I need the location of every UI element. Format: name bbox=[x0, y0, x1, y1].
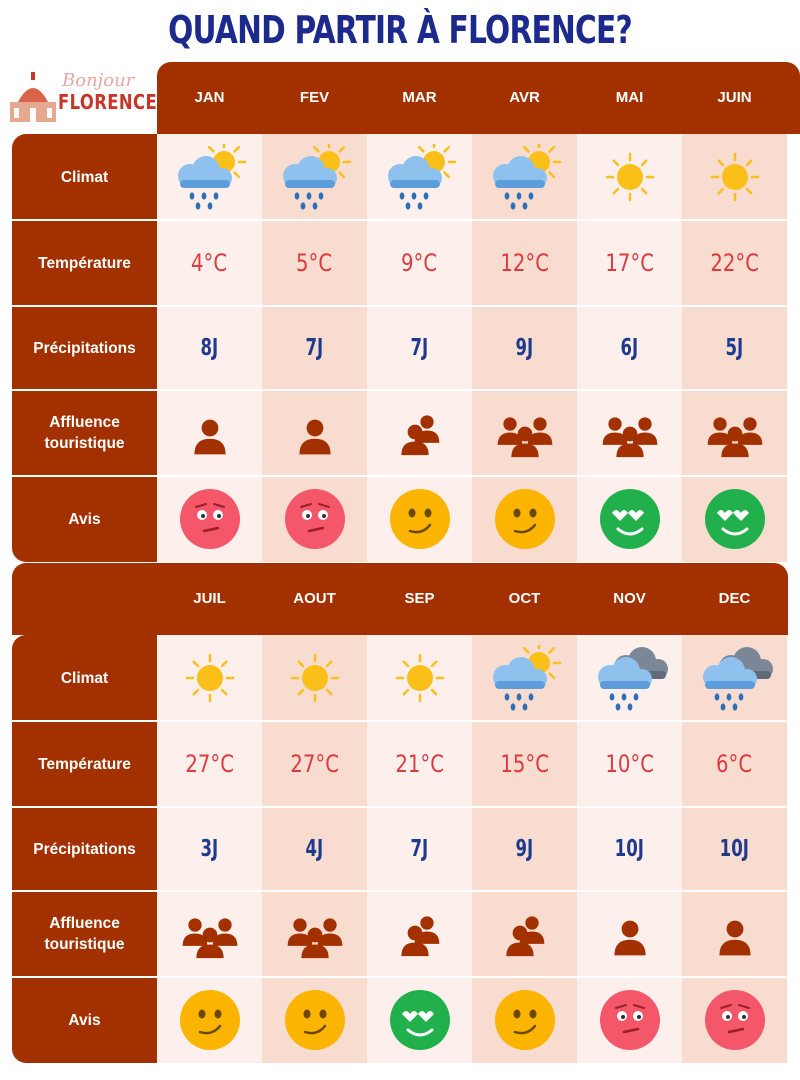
temperature-value: 12°C bbox=[500, 249, 549, 277]
month-label: MAR bbox=[402, 89, 437, 106]
cell-precipitation bbox=[472, 306, 577, 390]
crowd-label-line2: touristique bbox=[44, 936, 125, 953]
sun-icon bbox=[385, 648, 455, 708]
cell-climate bbox=[262, 635, 367, 721]
cell-review bbox=[367, 977, 472, 1063]
cell-temperature bbox=[682, 220, 787, 306]
precipitation-days: 7J bbox=[410, 836, 429, 862]
cell-climate bbox=[472, 635, 577, 721]
cell-precipitation bbox=[262, 306, 367, 390]
cell-crowd bbox=[577, 390, 682, 476]
month-label: JUIL bbox=[193, 590, 226, 607]
temperature-value: 15°C bbox=[500, 750, 549, 778]
row-label-crowd bbox=[12, 390, 157, 476]
cell-temperature bbox=[472, 220, 577, 306]
cell-review bbox=[472, 977, 577, 1063]
crowd-label bbox=[44, 913, 124, 955]
month-column bbox=[682, 134, 787, 562]
cell-temperature bbox=[262, 721, 367, 807]
cell-precipitation bbox=[577, 807, 682, 891]
rain-sun-icon bbox=[275, 144, 355, 210]
precipitation-days: 9J bbox=[515, 335, 534, 361]
cell-crowd bbox=[262, 390, 367, 476]
precipitation-days: 4J bbox=[305, 836, 324, 862]
cell-crowd bbox=[682, 891, 787, 977]
cell-temperature bbox=[262, 220, 367, 306]
month-label: OCT bbox=[508, 590, 541, 607]
cell-temperature bbox=[157, 721, 262, 807]
table-first-half bbox=[12, 62, 788, 562]
sad-face-icon bbox=[283, 487, 347, 551]
rain-cloud-icon bbox=[695, 645, 775, 711]
temperature-value: 4°C bbox=[191, 249, 228, 277]
precipitation-days: 7J bbox=[305, 335, 324, 361]
cell-crowd bbox=[262, 891, 367, 977]
month-label: DEC bbox=[718, 590, 751, 607]
row-labels bbox=[12, 134, 157, 562]
month-column bbox=[157, 134, 262, 562]
cell-precipitation bbox=[262, 807, 367, 891]
row-label-precipitation bbox=[12, 807, 157, 891]
cell-review bbox=[577, 977, 682, 1063]
month-column bbox=[367, 635, 472, 1063]
cell-crowd bbox=[157, 390, 262, 476]
cell-review bbox=[367, 476, 472, 562]
temperature-value: 6°C bbox=[716, 750, 753, 778]
neutral-face-icon bbox=[178, 988, 242, 1052]
month-column bbox=[577, 635, 682, 1063]
person-icon bbox=[280, 406, 350, 460]
temperature-value: 5°C bbox=[296, 249, 333, 277]
cell-crowd bbox=[472, 891, 577, 977]
cell-precipitation bbox=[577, 306, 682, 390]
precipitation-days: 6J bbox=[620, 335, 639, 361]
month-label: AOUT bbox=[293, 590, 336, 607]
row-label-temperature bbox=[12, 721, 157, 807]
two-people-icon bbox=[490, 907, 560, 961]
precipitation-days: 3J bbox=[200, 836, 219, 862]
cell-review bbox=[157, 977, 262, 1063]
page-title: QUAND PARTIR À FLORENCE? bbox=[168, 8, 632, 52]
row-label-review bbox=[12, 476, 157, 562]
row-label-review bbox=[12, 977, 157, 1063]
row-label-precipitation bbox=[12, 306, 157, 390]
month-column bbox=[577, 134, 682, 562]
temperature-value: 17°C bbox=[605, 249, 654, 277]
logo-word: FLORENCE bbox=[58, 90, 158, 114]
group-icon bbox=[700, 406, 770, 460]
group-icon bbox=[175, 907, 245, 961]
temperature-value: 10°C bbox=[605, 750, 654, 778]
cell-temperature bbox=[577, 721, 682, 807]
cell-crowd bbox=[577, 891, 682, 977]
cell-review bbox=[262, 476, 367, 562]
cell-crowd bbox=[367, 390, 472, 476]
rain-sun-icon bbox=[380, 144, 460, 210]
precipitation-days: 9J bbox=[515, 836, 534, 862]
cell-climate bbox=[577, 635, 682, 721]
neutral-face-icon bbox=[493, 487, 557, 551]
cell-precipitation bbox=[367, 306, 472, 390]
cell-climate bbox=[682, 635, 787, 721]
temperature-value: 21°C bbox=[395, 750, 444, 778]
logo-script: Bonjour bbox=[62, 70, 135, 91]
temperature-value: 9°C bbox=[401, 249, 438, 277]
cell-precipitation bbox=[682, 306, 787, 390]
person-icon bbox=[700, 907, 770, 961]
row-label-review-text: Avis bbox=[68, 1011, 101, 1029]
cell-crowd bbox=[157, 891, 262, 977]
cell-temperature bbox=[367, 721, 472, 807]
month-column bbox=[472, 635, 577, 1063]
row-label-temperature-text: Température bbox=[38, 755, 131, 773]
table-second-half bbox=[12, 563, 788, 1063]
cell-crowd bbox=[472, 390, 577, 476]
cell-precipitation bbox=[682, 807, 787, 891]
month-column bbox=[262, 635, 367, 1063]
rain-sun-icon bbox=[485, 645, 565, 711]
cell-temperature bbox=[577, 220, 682, 306]
precipitation-days: 8J bbox=[200, 335, 219, 361]
month-column bbox=[262, 134, 367, 562]
month-column bbox=[367, 134, 472, 562]
cell-climate bbox=[262, 134, 367, 220]
sun-icon bbox=[175, 648, 245, 708]
two-people-icon bbox=[385, 907, 455, 961]
rain-sun-icon bbox=[170, 144, 250, 210]
group-icon bbox=[595, 406, 665, 460]
cell-climate bbox=[157, 134, 262, 220]
cell-review bbox=[472, 476, 577, 562]
row-label-climate bbox=[12, 635, 157, 721]
crowd-label-line1: Affluence bbox=[49, 414, 120, 431]
row-labels bbox=[12, 635, 157, 1063]
row-label-review-text: Avis bbox=[68, 510, 101, 528]
sun-icon bbox=[595, 147, 665, 207]
month-label: JUIN bbox=[717, 89, 752, 106]
cell-climate bbox=[682, 134, 787, 220]
cell-precipitation bbox=[157, 807, 262, 891]
precipitation-days: 10J bbox=[719, 836, 750, 862]
rain-sun-icon bbox=[485, 144, 565, 210]
row-label-climate-text: Climat bbox=[60, 168, 109, 186]
month-label: MAI bbox=[615, 89, 644, 106]
row-label-climate bbox=[12, 134, 157, 220]
precipitation-days: 10J bbox=[614, 836, 645, 862]
cell-climate bbox=[472, 134, 577, 220]
cell-review bbox=[682, 476, 787, 562]
cell-temperature bbox=[682, 721, 787, 807]
cell-review bbox=[577, 476, 682, 562]
group-icon bbox=[490, 406, 560, 460]
group-icon bbox=[280, 907, 350, 961]
neutral-face-icon bbox=[388, 487, 452, 551]
crowd-label bbox=[44, 412, 124, 454]
sad-face-icon bbox=[703, 988, 767, 1052]
cell-temperature bbox=[472, 721, 577, 807]
month-label: JAN bbox=[194, 89, 225, 106]
month-column bbox=[682, 635, 787, 1063]
happy-face-icon bbox=[598, 487, 662, 551]
row-label-precipitation-text: Précipitations bbox=[33, 339, 136, 357]
precipitation-days: 7J bbox=[410, 335, 429, 361]
month-header-row bbox=[12, 563, 788, 635]
row-label-climate-text: Climat bbox=[60, 669, 109, 687]
cell-review bbox=[157, 476, 262, 562]
sad-face-icon bbox=[598, 988, 662, 1052]
cell-review bbox=[262, 977, 367, 1063]
crowd-label-line2: touristique bbox=[44, 435, 125, 452]
cell-precipitation bbox=[472, 807, 577, 891]
precipitation-days: 5J bbox=[725, 335, 744, 361]
two-people-icon bbox=[385, 406, 455, 460]
temperature-value: 22°C bbox=[710, 249, 759, 277]
cell-temperature bbox=[157, 220, 262, 306]
sad-face-icon bbox=[178, 487, 242, 551]
person-icon bbox=[595, 907, 665, 961]
month-label: SEP bbox=[404, 590, 435, 607]
sun-icon bbox=[280, 648, 350, 708]
cell-precipitation bbox=[157, 306, 262, 390]
month-label: FEV bbox=[299, 89, 330, 106]
month-label: NOV bbox=[613, 590, 646, 607]
temperature-value: 27°C bbox=[290, 750, 339, 778]
temperature-value: 27°C bbox=[185, 750, 234, 778]
sun-icon bbox=[700, 147, 770, 207]
month-column bbox=[472, 134, 577, 562]
neutral-face-icon bbox=[493, 988, 557, 1052]
cell-review bbox=[682, 977, 787, 1063]
neutral-face-icon bbox=[283, 988, 347, 1052]
happy-face-icon bbox=[703, 487, 767, 551]
cell-crowd bbox=[682, 390, 787, 476]
month-label: AVR bbox=[509, 89, 540, 106]
row-label-temperature-text: Température bbox=[38, 254, 131, 272]
happy-face-icon bbox=[388, 988, 452, 1052]
row-label-precipitation-text: Précipitations bbox=[33, 840, 136, 858]
cell-precipitation bbox=[367, 807, 472, 891]
row-label-temperature bbox=[12, 220, 157, 306]
cell-climate bbox=[157, 635, 262, 721]
cell-climate bbox=[367, 134, 472, 220]
crowd-label-line1: Affluence bbox=[49, 915, 120, 932]
person-icon bbox=[175, 406, 245, 460]
row-label-crowd bbox=[12, 891, 157, 977]
cell-climate bbox=[577, 134, 682, 220]
cell-crowd bbox=[367, 891, 472, 977]
rain-cloud-icon bbox=[590, 645, 670, 711]
cell-temperature bbox=[367, 220, 472, 306]
cell-climate bbox=[367, 635, 472, 721]
month-column bbox=[157, 635, 262, 1063]
month-header-row bbox=[157, 62, 800, 134]
